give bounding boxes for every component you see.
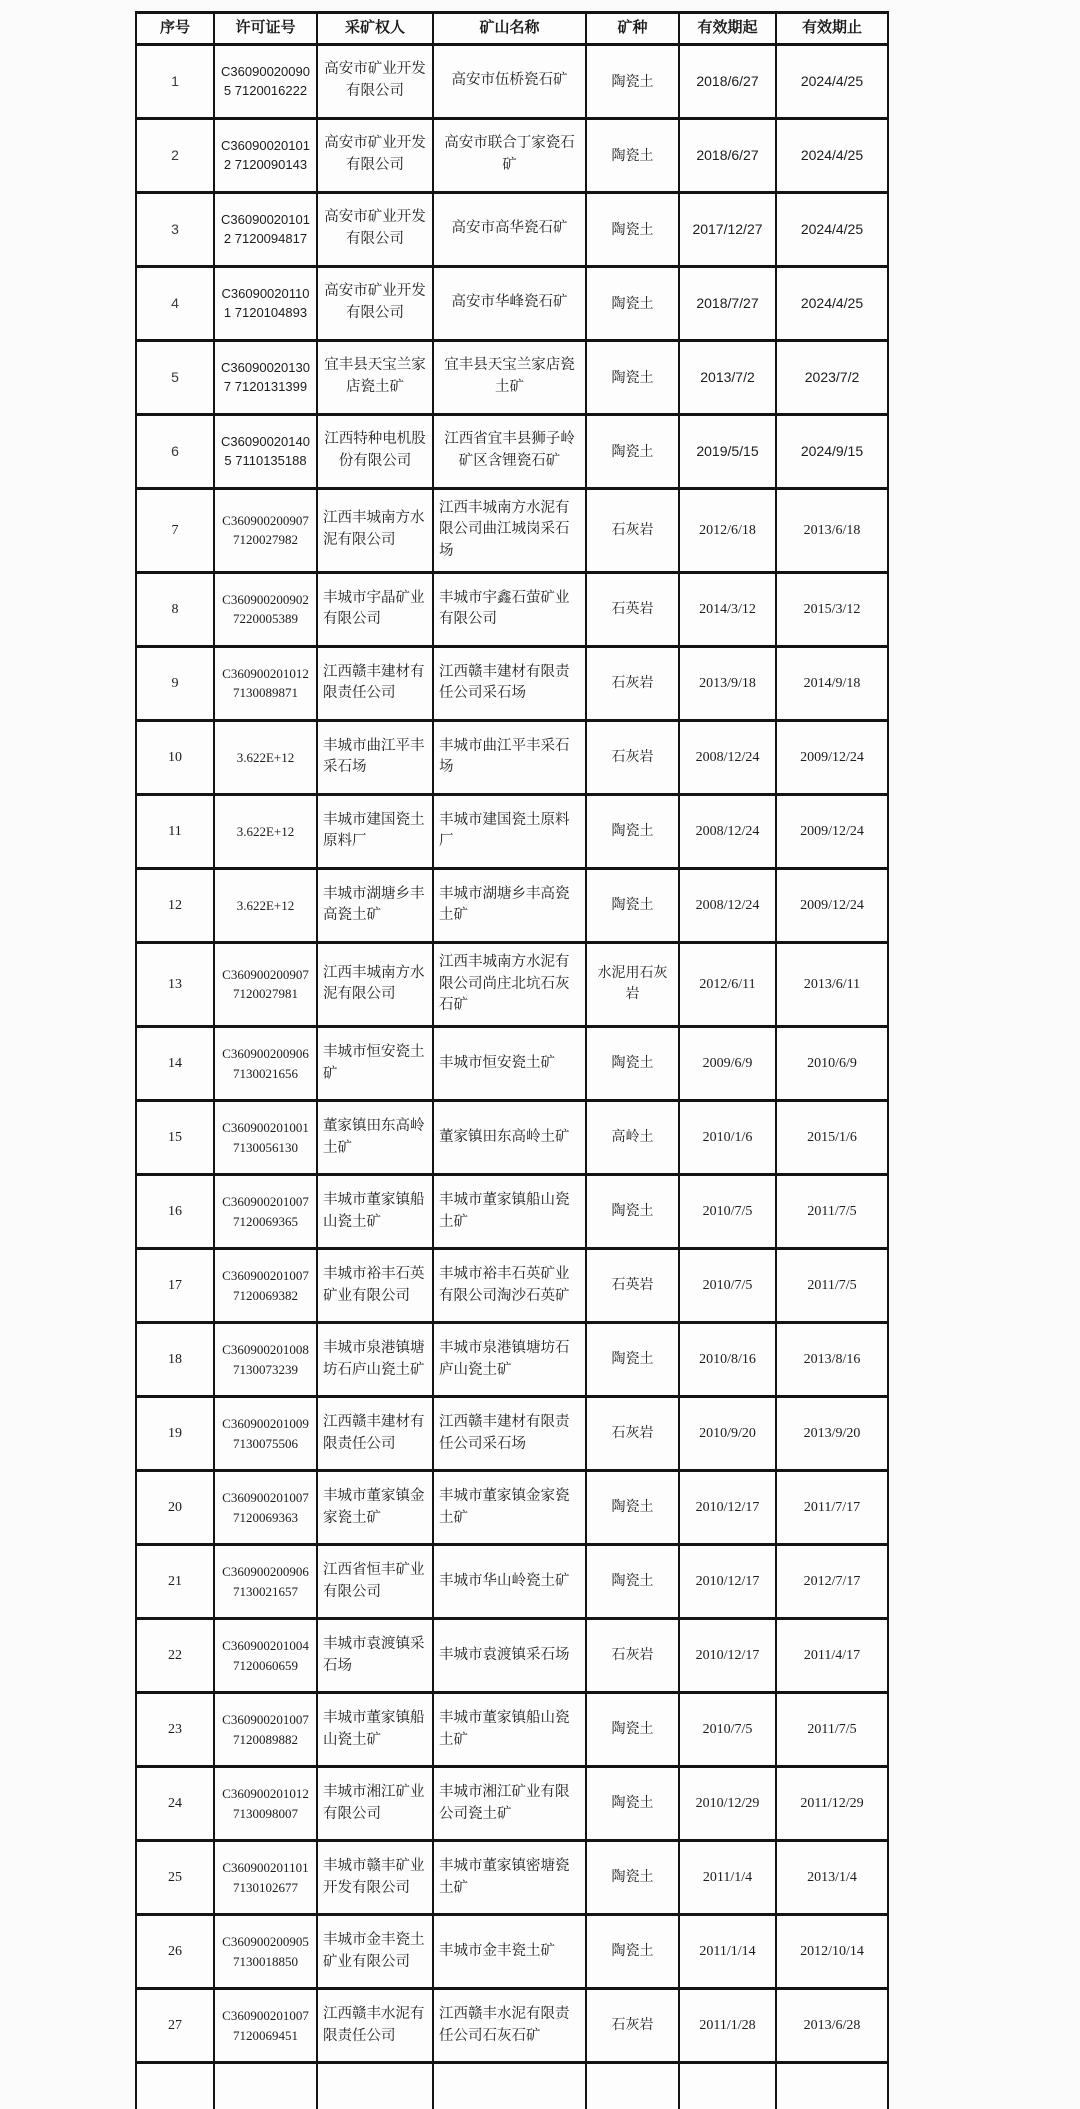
cell-mine-name: 丰城市泉港镇塘坊石庐山瓷土矿	[433, 1323, 586, 1397]
cell-mining-rights-holder: 江西赣丰建材有限责任公司	[317, 1397, 433, 1471]
cell-serial-number: 2	[136, 118, 214, 192]
cell-license-number: C360900201012 7120090143	[214, 118, 317, 192]
cell-valid-until: 2013/6/11	[776, 942, 888, 1026]
cell-license-number: C360900201012 7120094817	[214, 192, 317, 266]
cell-valid-from: 2018/6/27	[679, 118, 776, 192]
cell-valid-from: 2011/1/28	[679, 1989, 776, 2063]
cell-valid-until: 2013/6/28	[776, 1989, 888, 2063]
cell-license-number: C360900201307 7120131399	[214, 340, 317, 414]
cell-valid-from: 2010/8/16	[679, 1323, 776, 1397]
cell-license-number: C360900201101 7130102677	[214, 1841, 317, 1915]
cell-valid-from: 2012/6/18	[679, 488, 776, 572]
cell-valid-until: 2011/4/17	[776, 1619, 888, 1693]
cell-mineral-type: 陶瓷土	[586, 192, 679, 266]
cell-mine-name: 丰城市宇鑫石萤矿业有限公司	[433, 572, 586, 646]
cell-valid-until: 2013/6/18	[776, 488, 888, 572]
table-row	[136, 942, 888, 1026]
cell-valid-from: 2010/1/6	[679, 1101, 776, 1175]
cell-serial-number: 5	[136, 340, 214, 414]
table-row	[136, 868, 888, 942]
cell-license-number: C360900201007 7120069382	[214, 1249, 317, 1323]
column-header-valid-until: 有效期止	[776, 13, 888, 45]
cell-serial-number: 10	[136, 720, 214, 794]
cell-serial-number: 23	[136, 1693, 214, 1767]
cell-serial-number: 19	[136, 1397, 214, 1471]
table-row	[136, 2063, 888, 2109]
cell-mineral-type: 石灰岩	[586, 1989, 679, 2063]
cell-valid-until: 2011/7/5	[776, 1693, 888, 1767]
cell-mine-name: 高安市联合丁家瓷石矿	[433, 118, 586, 192]
cell-serial-number: 20	[136, 1471, 214, 1545]
cell-mining-rights-holder: 丰城市曲江平丰采石场	[317, 720, 433, 794]
cell-valid-from: 2011/1/4	[679, 1841, 776, 1915]
table-row	[136, 44, 888, 118]
table-row	[136, 1397, 888, 1471]
table-row	[136, 646, 888, 720]
cell-mining-rights-holder: 高安市矿业开发有限公司	[317, 44, 433, 118]
cell-mineral-type: 陶瓷土	[586, 794, 679, 868]
cell-mining-rights-holder: 丰城市董家镇船山瓷土矿	[317, 1175, 433, 1249]
cell-mining-rights-holder: 丰城市泉港镇塘坊石庐山瓷土矿	[317, 1323, 433, 1397]
cell-license-number: 3.622E+12	[214, 720, 317, 794]
cell-mining-rights-holder: 江西赣丰水泥有限责任公司	[317, 1989, 433, 2063]
cell-serial-number: 3	[136, 192, 214, 266]
cell-mine-name: 江西省宜丰县狮子岭矿区含锂瓷石矿	[433, 414, 586, 488]
table-header	[136, 13, 888, 45]
cell-valid-from: 2010/7/5	[679, 1175, 776, 1249]
cell-mineral-type: 陶瓷土	[586, 340, 679, 414]
cell-valid-until: 2009/12/24	[776, 794, 888, 868]
table-row	[136, 414, 888, 488]
cell-mining-rights-holder: 江西丰城南方水泥有限公司	[317, 488, 433, 572]
cell-license-number: C360900201012 7130089871	[214, 646, 317, 720]
table-row	[136, 1249, 888, 1323]
cell-serial-number: 8	[136, 572, 214, 646]
cell-serial-number: 24	[136, 1767, 214, 1841]
cell-mining-rights-holder: 江西省恒丰矿业有限公司	[317, 1545, 433, 1619]
cell-serial-number: 7	[136, 488, 214, 572]
cell-mine-name: 丰城市华山岭瓷土矿	[433, 1545, 586, 1619]
cell-mineral-type: 石灰岩	[586, 1397, 679, 1471]
cell-mine-name: 丰城市建国瓷土原料厂	[433, 794, 586, 868]
cell-mining-rights-holder: 丰城市湖塘乡丰高瓷土矿	[317, 868, 433, 942]
cell-license-number: 3.622E+12	[214, 868, 317, 942]
cell-mineral-type: 陶瓷土	[586, 1767, 679, 1841]
cell-serial-number: 25	[136, 1841, 214, 1915]
cell-license-number: C360900200906 7130021657	[214, 1545, 317, 1619]
cell-valid-until: 2015/3/12	[776, 572, 888, 646]
cell-mineral-type: 石英岩	[586, 572, 679, 646]
cell-license-number: C360900201405 7110135188	[214, 414, 317, 488]
cell-serial-number: 11	[136, 794, 214, 868]
table-row	[136, 1471, 888, 1545]
cell-valid-from: 2010/7/5	[679, 1249, 776, 1323]
cell-mining-rights-holder: 丰城市董家镇船山瓷土矿	[317, 1693, 433, 1767]
cell-valid-from: 2008/12/24	[679, 868, 776, 942]
cell-valid-until: 2009/12/24	[776, 720, 888, 794]
cell-mineral-type: 陶瓷土	[586, 868, 679, 942]
cell-mining-rights-holder: 丰城市湘江矿业有限公司	[317, 1767, 433, 1841]
cell-mining-rights-holder: 高安市矿业开发有限公司	[317, 118, 433, 192]
cell-mineral-type: 石灰岩	[586, 1619, 679, 1693]
cell-serial-number: 26	[136, 1915, 214, 1989]
cell-serial-number: 21	[136, 1545, 214, 1619]
cell-valid-until: 2011/12/29	[776, 1767, 888, 1841]
table-row	[136, 266, 888, 340]
cell-mining-rights-holder: 丰城市裕丰石英矿业有限公司	[317, 1249, 433, 1323]
cell-valid-until: 2024/4/25	[776, 266, 888, 340]
cell-mine-name: 丰城市董家镇船山瓷土矿	[433, 1693, 586, 1767]
cell-valid-from: 2014/3/12	[679, 572, 776, 646]
cell-mine-name: 江西赣丰水泥有限责任公司石灰石矿	[433, 1989, 586, 2063]
cell-valid-until: 2012/10/14	[776, 1915, 888, 1989]
cell-mining-rights-holder: 高安市矿业开发有限公司	[317, 266, 433, 340]
cell-serial-number: 13	[136, 942, 214, 1026]
mining-permits-table	[135, 11, 889, 2109]
cell-mine-name: 高安市华峰瓷石矿	[433, 266, 586, 340]
table-row	[136, 1989, 888, 2063]
cell-license-number: C360900201012 7130098007	[214, 1767, 317, 1841]
table-row	[136, 1027, 888, 1101]
cell-license-number: C360900201008 7130073239	[214, 1323, 317, 1397]
cell-valid-until: 2011/7/17	[776, 1471, 888, 1545]
cell-mine-name: 宜丰县天宝兰家店瓷土矿	[433, 340, 586, 414]
cell-valid-until: 2011/7/5	[776, 1175, 888, 1249]
cell-license-number: C360900200905 7120016222	[214, 44, 317, 118]
cell-license-number: C360900200907 7120027982	[214, 488, 317, 572]
table-row	[136, 192, 888, 266]
table-row	[136, 1323, 888, 1397]
cell-mineral-type: 石英岩	[586, 1249, 679, 1323]
column-header-mining-rights-holder: 采矿权人	[317, 13, 433, 45]
cell-mineral-type: 陶瓷土	[586, 1027, 679, 1101]
cell-mineral-type: 陶瓷土	[586, 1545, 679, 1619]
cell-valid-from: 2012/6/11	[679, 942, 776, 1026]
cell-mineral-type: 石灰岩	[586, 646, 679, 720]
cell-serial-number: 17	[136, 1249, 214, 1323]
cell-mining-rights-holder: 江西特种电机股份有限公司	[317, 414, 433, 488]
cell-mining-rights-holder: 丰城市袁渡镇采石场	[317, 1619, 433, 1693]
clipped-partial-row	[136, 2063, 888, 2109]
cell-mine-name: 江西丰城南方水泥有限公司尚庄北坑石灰石矿	[433, 942, 586, 1026]
cell-serial-number: 14	[136, 1027, 214, 1101]
table-row	[136, 1915, 888, 1989]
cell-valid-until: 2011/7/5	[776, 1249, 888, 1323]
cell-valid-until: 2013/1/4	[776, 1841, 888, 1915]
cell-mineral-type: 陶瓷土	[586, 44, 679, 118]
cell-mineral-type: 陶瓷土	[586, 414, 679, 488]
cell-license-number: 3.622E+12	[214, 794, 317, 868]
cell-license-number: C360900200905 7130018850	[214, 1915, 317, 1989]
cell-mineral-type: 陶瓷土	[586, 1915, 679, 1989]
table-row	[136, 1841, 888, 1915]
cell-license-number: C360900200902 7220005389	[214, 572, 317, 646]
cell-mining-rights-holder: 江西丰城南方水泥有限公司	[317, 942, 433, 1026]
table-row	[136, 720, 888, 794]
column-header-valid-from: 有效期起	[679, 13, 776, 45]
cell-mining-rights-holder: 宜丰县天宝兰家店瓷土矿	[317, 340, 433, 414]
cell-mining-rights-holder: 丰城市金丰瓷土矿业有限公司	[317, 1915, 433, 1989]
cell-valid-from: 2010/12/17	[679, 1545, 776, 1619]
cell-mining-rights-holder: 高安市矿业开发有限公司	[317, 192, 433, 266]
cell-mine-name: 江西赣丰建材有限责任公司采石场	[433, 1397, 586, 1471]
cell-valid-until: 2015/1/6	[776, 1101, 888, 1175]
column-header-mine-name: 矿山名称	[433, 13, 586, 45]
cell-mineral-type: 陶瓷土	[586, 266, 679, 340]
cell-valid-until: 2024/4/25	[776, 118, 888, 192]
cell-valid-from: 2008/12/24	[679, 794, 776, 868]
table-row	[136, 572, 888, 646]
cell-license-number: C360900201007 7120069363	[214, 1471, 317, 1545]
cell-license-number: C360900201007 7120069365	[214, 1175, 317, 1249]
cell-serial-number: 9	[136, 646, 214, 720]
cell-mine-name: 丰城市曲江平丰采石场	[433, 720, 586, 794]
cell-mining-rights-holder: 丰城市赣丰矿业开发有限公司	[317, 1841, 433, 1915]
cell-mine-name: 丰城市董家镇金家瓷土矿	[433, 1471, 586, 1545]
cell-valid-from: 2010/12/17	[679, 1471, 776, 1545]
column-header-mineral-type: 矿种	[586, 13, 679, 45]
table-row	[136, 1175, 888, 1249]
cell-mine-name: 丰城市董家镇密塘瓷土矿	[433, 1841, 586, 1915]
cell-mineral-type: 水泥用石灰岩	[586, 942, 679, 1026]
cell-valid-until: 2013/9/20	[776, 1397, 888, 1471]
cell-valid-from: 2010/7/5	[679, 1693, 776, 1767]
cell-mining-rights-holder: 董家镇田东高岭土矿	[317, 1101, 433, 1175]
cell-mine-name: 丰城市恒安瓷土矿	[433, 1027, 586, 1101]
cell-mining-rights-holder: 丰城市董家镇金家瓷土矿	[317, 1471, 433, 1545]
cell-valid-from: 2013/7/2	[679, 340, 776, 414]
cell-serial-number: 18	[136, 1323, 214, 1397]
cell-valid-from: 2010/9/20	[679, 1397, 776, 1471]
cell-serial-number: 12	[136, 868, 214, 942]
cell-mining-rights-holder: 丰城市恒安瓷土矿	[317, 1027, 433, 1101]
cell-valid-until: 2024/4/25	[776, 192, 888, 266]
cell-valid-from: 2013/9/18	[679, 646, 776, 720]
cell-license-number: C360900200906 7130021656	[214, 1027, 317, 1101]
cell-mine-name: 江西丰城南方水泥有限公司曲江城岗采石场	[433, 488, 586, 572]
cell-mineral-type: 陶瓷土	[586, 118, 679, 192]
cell-license-number: C360900201009 7130075506	[214, 1397, 317, 1471]
column-header-license-number: 许可证号	[214, 13, 317, 45]
cell-valid-from: 2019/5/15	[679, 414, 776, 488]
table-row	[136, 1767, 888, 1841]
cell-mine-name: 高安市高华瓷石矿	[433, 192, 586, 266]
cell-mine-name: 丰城市裕丰石英矿业有限公司淘沙石英矿	[433, 1249, 586, 1323]
cell-mineral-type: 陶瓷土	[586, 1693, 679, 1767]
cell-mining-rights-holder: 丰城市宇晶矿业有限公司	[317, 572, 433, 646]
cell-mine-name: 丰城市袁渡镇采石场	[433, 1619, 586, 1693]
table-row	[136, 1101, 888, 1175]
cell-valid-until: 2013/8/16	[776, 1323, 888, 1397]
cell-valid-from: 2017/12/27	[679, 192, 776, 266]
cell-mineral-type: 陶瓷土	[586, 1175, 679, 1249]
cell-valid-until: 2012/7/17	[776, 1545, 888, 1619]
table-row	[136, 1545, 888, 1619]
cell-mineral-type: 陶瓷土	[586, 1841, 679, 1915]
cell-valid-until: 2023/7/2	[776, 340, 888, 414]
cell-valid-until: 2024/4/25	[776, 44, 888, 118]
cell-serial-number: 27	[136, 1989, 214, 2063]
table-row	[136, 118, 888, 192]
table-row	[136, 794, 888, 868]
cell-license-number: C360900201007 7120089882	[214, 1693, 317, 1767]
cell-mine-name: 丰城市湘江矿业有限公司瓷土矿	[433, 1767, 586, 1841]
cell-valid-until: 2010/6/9	[776, 1027, 888, 1101]
cell-mine-name: 高安市伍桥瓷石矿	[433, 44, 586, 118]
cell-valid-from: 2018/7/27	[679, 266, 776, 340]
table-row	[136, 340, 888, 414]
cell-mineral-type: 高岭土	[586, 1101, 679, 1175]
cell-serial-number: 1	[136, 44, 214, 118]
cell-license-number: C360900201001 7130056130	[214, 1101, 317, 1175]
cell-mineral-type: 陶瓷土	[586, 1323, 679, 1397]
cell-valid-from: 2009/6/9	[679, 1027, 776, 1101]
cell-mine-name: 董家镇田东高岭土矿	[433, 1101, 586, 1175]
header-row	[136, 13, 888, 45]
cell-valid-from: 2018/6/27	[679, 44, 776, 118]
cell-mining-rights-holder: 江西赣丰建材有限责任公司	[317, 646, 433, 720]
table-row	[136, 1619, 888, 1693]
cell-valid-from: 2010/12/17	[679, 1619, 776, 1693]
cell-valid-until: 2009/12/24	[776, 868, 888, 942]
table-body	[136, 44, 888, 2063]
cell-license-number: C360900200907 7120027981	[214, 942, 317, 1026]
table-row	[136, 1693, 888, 1767]
cell-valid-from: 2010/12/29	[679, 1767, 776, 1841]
cell-mine-name: 丰城市湖塘乡丰高瓷土矿	[433, 868, 586, 942]
cell-serial-number: 6	[136, 414, 214, 488]
cell-mine-name: 丰城市董家镇船山瓷土矿	[433, 1175, 586, 1249]
cell-valid-until: 2014/9/18	[776, 646, 888, 720]
cell-serial-number: 22	[136, 1619, 214, 1693]
cell-serial-number: 4	[136, 266, 214, 340]
cell-mineral-type: 陶瓷土	[586, 1471, 679, 1545]
cell-mineral-type: 石灰岩	[586, 720, 679, 794]
cell-valid-until: 2024/9/15	[776, 414, 888, 488]
cell-mine-name: 丰城市金丰瓷土矿	[433, 1915, 586, 1989]
cell-serial-number: 15	[136, 1101, 214, 1175]
cell-mining-rights-holder: 丰城市建国瓷土原料厂	[317, 794, 433, 868]
cell-valid-from: 2011/1/14	[679, 1915, 776, 1989]
cell-serial-number: 16	[136, 1175, 214, 1249]
cell-license-number: C360900201101 7120104893	[214, 266, 317, 340]
cell-mineral-type: 石灰岩	[586, 488, 679, 572]
table-row	[136, 488, 888, 572]
cell-license-number: C360900201004 7120060659	[214, 1619, 317, 1693]
cell-valid-from: 2008/12/24	[679, 720, 776, 794]
cell-mine-name: 江西赣丰建材有限责任公司采石场	[433, 646, 586, 720]
cell-license-number: C360900201007 7120069451	[214, 1989, 317, 2063]
column-header-serial-number: 序号	[136, 13, 214, 45]
